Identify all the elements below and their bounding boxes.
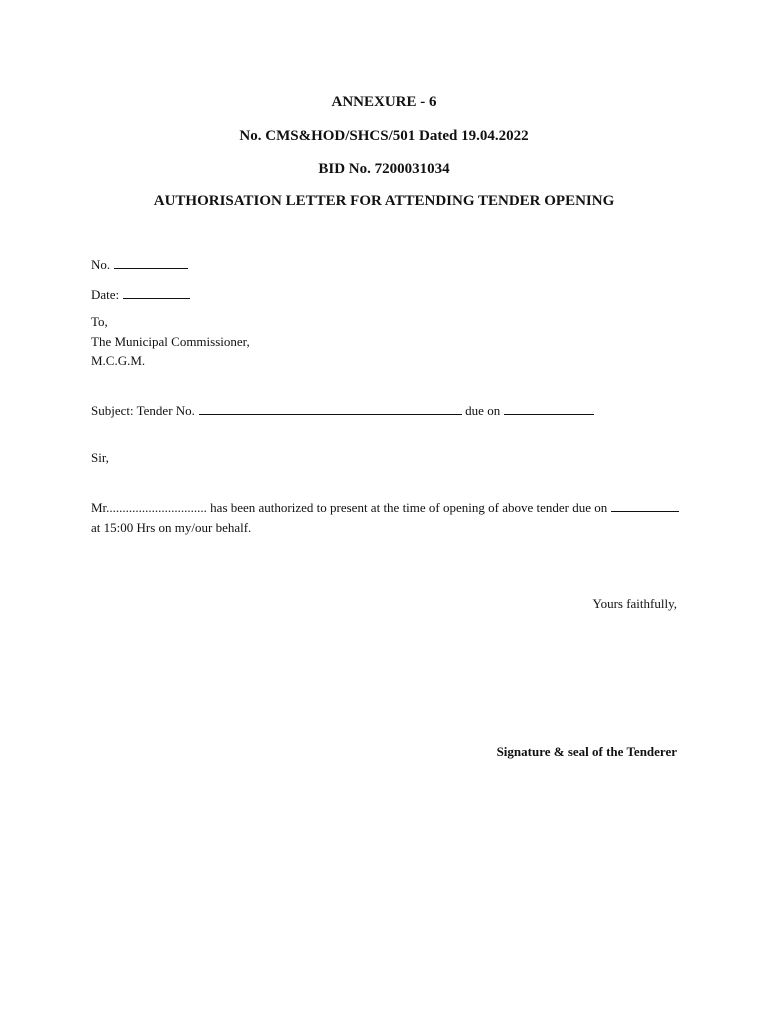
body-paragraph [91, 498, 681, 538]
reference-heading: No. CMS&HOD/SHCS/501 Dated 19.04.2022 [239, 128, 529, 144]
date-blank [123, 285, 190, 299]
tender-number-blank [199, 401, 462, 415]
date-line [91, 285, 190, 303]
subject-due-on: due on [465, 403, 501, 418]
letter-number-blank [114, 255, 188, 269]
letter-number-label: No. [91, 257, 111, 272]
address-to: To, [91, 314, 108, 329]
annexure-heading: ANNEXURE - 6 [331, 94, 437, 110]
address-line-1: The Municipal Commissioner, [91, 334, 250, 349]
signature-label: Signature & seal of the Tenderer [496, 744, 677, 759]
subject-prefix: Subject: Tender No. [91, 403, 195, 418]
letter-number-line [91, 255, 188, 273]
address-line-2: M.C.G.M. [91, 353, 146, 368]
date-label: Date: [91, 287, 120, 302]
letter-title: AUTHORISATION LETTER FOR ATTENDING TENDER OPENING [153, 193, 615, 209]
body-date-blank [611, 498, 679, 512]
yours-faithfully: Yours faithfully, [592, 596, 677, 611]
body-text-1: has been authorized to present at the time of opening of above tender due [210, 500, 592, 515]
greeting: Sir, [91, 450, 109, 465]
due-date-blank [504, 401, 594, 415]
body-mr-label: Mr [91, 500, 107, 515]
subject-line [91, 401, 594, 419]
bid-heading: BID No. 7200031034 [318, 161, 450, 177]
body-name-dots: ............................... [106, 500, 207, 515]
body-on-label: on [594, 500, 608, 515]
body-text-2: at 15:00 Hrs on my/our behalf. [91, 520, 252, 535]
